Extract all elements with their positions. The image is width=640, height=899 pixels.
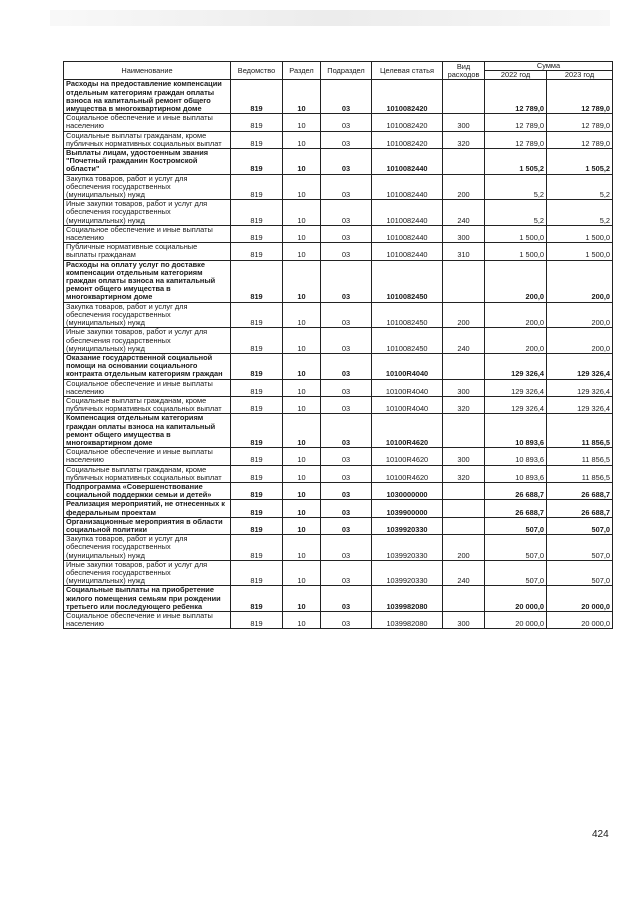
header-2023: 2023 год <box>547 71 613 80</box>
row-razdel: 10 <box>283 448 321 465</box>
row-vedomstvo: 819 <box>231 174 283 200</box>
row-sum-2023: 1 500,0 <box>547 243 613 260</box>
page-number: 424 <box>592 829 609 840</box>
row-name: Организационные мероприятия в области социальной политики <box>64 517 231 534</box>
row-podrazdel: 03 <box>321 302 372 328</box>
row-vid <box>443 414 485 448</box>
row-sum-2023: 26 688,7 <box>547 482 613 499</box>
row-razdel: 10 <box>283 465 321 482</box>
header-2022: 2022 год <box>485 71 547 80</box>
row-razdel: 10 <box>283 560 321 586</box>
row-vid <box>443 500 485 517</box>
header-summa: Сумма <box>485 62 613 71</box>
row-vid: 240 <box>443 200 485 226</box>
row-razdel: 10 <box>283 500 321 517</box>
row-vid: 200 <box>443 302 485 328</box>
row-name: Расходы на предоставление компенсации отдельным категориям граждан оплаты взноса на капитальный ремонт общего имущества в многоквартирном доме <box>64 80 231 114</box>
row-name: Социальное обеспечение и иные выплаты населению <box>64 379 231 396</box>
row-sum-2022: 200,0 <box>485 302 547 328</box>
row-podrazdel: 03 <box>321 243 372 260</box>
row-podrazdel: 03 <box>321 500 372 517</box>
row-vid: 200 <box>443 174 485 200</box>
row-podrazdel: 03 <box>321 379 372 396</box>
row-name: Реализация мероприятий, не отнесенных к федеральным проектам <box>64 500 231 517</box>
table-row <box>64 560 613 586</box>
row-sum-2022: 10 893,6 <box>485 465 547 482</box>
row-razdel: 10 <box>283 612 321 629</box>
row-podrazdel: 03 <box>321 535 372 561</box>
row-sum-2023: 129 326,4 <box>547 379 613 396</box>
row-name: Расходы на оплату услуг по доставке компенсации отдельным категориям граждан оплаты взноса на капитальный ремонт общего имущества в многоквартирном доме <box>64 260 231 302</box>
row-name: Компенсация отдельным категориям граждан оплаты взноса на капитальный ремонт общего имущества в многоквартирном доме <box>64 414 231 448</box>
row-podrazdel: 03 <box>321 174 372 200</box>
row-celevaya: 1010082420 <box>372 131 443 148</box>
row-name: Социальные выплаты гражданам, кроме публичных нормативных социальных выплат <box>64 465 231 482</box>
scan-artifact <box>50 10 610 26</box>
row-razdel: 10 <box>283 149 321 175</box>
row-podrazdel: 03 <box>321 353 372 379</box>
row-razdel: 10 <box>283 586 321 612</box>
row-sum-2022: 507,0 <box>485 517 547 534</box>
row-sum-2022: 5,2 <box>485 174 547 200</box>
row-vedomstvo: 819 <box>231 200 283 226</box>
row-celevaya: 1010082450 <box>372 260 443 302</box>
row-podrazdel: 03 <box>321 448 372 465</box>
table-row <box>64 200 613 226</box>
table-row <box>64 414 613 448</box>
row-razdel: 10 <box>283 328 321 354</box>
table-row <box>64 465 613 482</box>
table-row <box>64 535 613 561</box>
row-razdel: 10 <box>283 517 321 534</box>
row-sum-2023: 200,0 <box>547 302 613 328</box>
row-name: Социальные выплаты на приобретение жилого помещения семьям при рождении третьего или последующего ребенка <box>64 586 231 612</box>
row-podrazdel: 03 <box>321 482 372 499</box>
row-celevaya: 1039920330 <box>372 535 443 561</box>
row-sum-2022: 5,2 <box>485 200 547 226</box>
row-podrazdel: 03 <box>321 414 372 448</box>
budget-table <box>63 61 613 629</box>
row-podrazdel: 03 <box>321 328 372 354</box>
row-vedomstvo: 819 <box>231 414 283 448</box>
row-vid <box>443 80 485 114</box>
row-sum-2022: 26 688,7 <box>485 500 547 517</box>
row-razdel: 10 <box>283 535 321 561</box>
row-celevaya: 1039982080 <box>372 612 443 629</box>
row-celevaya: 10100R4620 <box>372 448 443 465</box>
row-sum-2023: 11 856,5 <box>547 465 613 482</box>
row-vedomstvo: 819 <box>231 260 283 302</box>
row-sum-2022: 200,0 <box>485 260 547 302</box>
row-celevaya: 1039920330 <box>372 517 443 534</box>
table-row <box>64 500 613 517</box>
row-sum-2023: 129 326,4 <box>547 396 613 413</box>
row-celevaya: 1010082440 <box>372 149 443 175</box>
row-celevaya: 1010082440 <box>372 174 443 200</box>
row-podrazdel: 03 <box>321 517 372 534</box>
row-vid: 300 <box>443 379 485 396</box>
row-sum-2022: 129 326,4 <box>485 379 547 396</box>
header-name: Наименование <box>64 62 231 80</box>
row-name: Иные закупки товаров, работ и услуг для обеспечения государственных (муниципальных) нужд <box>64 200 231 226</box>
row-sum-2022: 12 789,0 <box>485 80 547 114</box>
table-row <box>64 517 613 534</box>
row-name: Оказание государственной социальной помощи на основании социального контракта отдельным категориям граждан <box>64 353 231 379</box>
row-name: Социальные выплаты гражданам, кроме публичных нормативных социальных выплат <box>64 131 231 148</box>
row-name: Выплаты лицам, удостоенным звания "Почетный гражданин Костромской области" <box>64 149 231 175</box>
row-celevaya: 1010082450 <box>372 302 443 328</box>
row-vedomstvo: 819 <box>231 379 283 396</box>
row-celevaya: 1010082440 <box>372 200 443 226</box>
row-podrazdel: 03 <box>321 200 372 226</box>
row-name: Социальное обеспечение и иные выплаты населению <box>64 225 231 242</box>
row-celevaya: 10100R4040 <box>372 379 443 396</box>
row-celevaya: 10100R4620 <box>372 465 443 482</box>
row-vid: 300 <box>443 448 485 465</box>
row-sum-2022: 10 893,6 <box>485 448 547 465</box>
table-row <box>64 448 613 465</box>
row-sum-2023: 11 856,5 <box>547 414 613 448</box>
header-celevaya: Целевая статья <box>372 62 443 80</box>
row-name: Закупка товаров, работ и услуг для обеспечения государственных (муниципальных) нужд <box>64 535 231 561</box>
row-razdel: 10 <box>283 260 321 302</box>
row-vedomstvo: 819 <box>231 396 283 413</box>
row-razdel: 10 <box>283 379 321 396</box>
row-sum-2023: 12 789,0 <box>547 114 613 131</box>
row-podrazdel: 03 <box>321 225 372 242</box>
row-podrazdel: 03 <box>321 560 372 586</box>
table-row <box>64 482 613 499</box>
table-row <box>64 260 613 302</box>
row-vedomstvo: 819 <box>231 586 283 612</box>
row-podrazdel: 03 <box>321 260 372 302</box>
row-vid <box>443 482 485 499</box>
table-row <box>64 612 613 629</box>
row-razdel: 10 <box>283 414 321 448</box>
row-vedomstvo: 819 <box>231 80 283 114</box>
row-vid: 240 <box>443 328 485 354</box>
row-sum-2023: 1 500,0 <box>547 225 613 242</box>
row-razdel: 10 <box>283 131 321 148</box>
row-vid: 240 <box>443 560 485 586</box>
row-razdel: 10 <box>283 200 321 226</box>
table-row <box>64 379 613 396</box>
row-name: Иные закупки товаров, работ и услуг для обеспечения государственных (муниципальных) нужд <box>64 560 231 586</box>
row-razdel: 10 <box>283 353 321 379</box>
row-vedomstvo: 819 <box>231 114 283 131</box>
row-sum-2022: 129 326,4 <box>485 353 547 379</box>
row-razdel: 10 <box>283 302 321 328</box>
row-sum-2022: 200,0 <box>485 328 547 354</box>
row-razdel: 10 <box>283 482 321 499</box>
row-celevaya: 1039920330 <box>372 560 443 586</box>
table-row <box>64 225 613 242</box>
row-sum-2022: 12 789,0 <box>485 131 547 148</box>
row-celevaya: 1010082420 <box>372 80 443 114</box>
row-vedomstvo: 819 <box>231 225 283 242</box>
row-celevaya: 10100R4040 <box>372 396 443 413</box>
row-name: Социальные выплаты гражданам, кроме публичных нормативных социальных выплат <box>64 396 231 413</box>
row-sum-2022: 26 688,7 <box>485 482 547 499</box>
table-row <box>64 328 613 354</box>
row-name: Подпрограмма «Совершенствование социальной поддержки семьи и детей» <box>64 482 231 499</box>
row-razdel: 10 <box>283 174 321 200</box>
row-vedomstvo: 819 <box>231 517 283 534</box>
header-podrazdel: Подраздел <box>321 62 372 80</box>
row-name: Социальное обеспечение и иные выплаты населению <box>64 612 231 629</box>
row-vedomstvo: 819 <box>231 500 283 517</box>
row-razdel: 10 <box>283 80 321 114</box>
row-vid: 320 <box>443 131 485 148</box>
row-sum-2023: 5,2 <box>547 174 613 200</box>
row-sum-2023: 11 856,5 <box>547 448 613 465</box>
table-row <box>64 302 613 328</box>
table-row <box>64 114 613 131</box>
row-vid: 310 <box>443 243 485 260</box>
row-podrazdel: 03 <box>321 149 372 175</box>
row-vedomstvo: 819 <box>231 560 283 586</box>
row-name: Закупка товаров, работ и услуг для обеспечения государственных (муниципальных) нужд <box>64 302 231 328</box>
row-sum-2023: 507,0 <box>547 560 613 586</box>
row-celevaya: 1039900000 <box>372 500 443 517</box>
table-row <box>64 131 613 148</box>
row-vid: 300 <box>443 225 485 242</box>
row-sum-2023: 1 505,2 <box>547 149 613 175</box>
row-vid <box>443 353 485 379</box>
row-sum-2023: 12 789,0 <box>547 131 613 148</box>
header-vedomstvo: Ведомство <box>231 62 283 80</box>
row-podrazdel: 03 <box>321 131 372 148</box>
row-podrazdel: 03 <box>321 396 372 413</box>
row-celevaya: 1010082450 <box>372 328 443 354</box>
row-vedomstvo: 819 <box>231 353 283 379</box>
row-vedomstvo: 819 <box>231 535 283 561</box>
row-celevaya: 1010082440 <box>372 243 443 260</box>
row-vedomstvo: 819 <box>231 448 283 465</box>
row-podrazdel: 03 <box>321 114 372 131</box>
row-vid: 320 <box>443 465 485 482</box>
row-sum-2022: 12 789,0 <box>485 114 547 131</box>
row-vedomstvo: 819 <box>231 465 283 482</box>
row-vedomstvo: 819 <box>231 131 283 148</box>
row-vid: 300 <box>443 114 485 131</box>
row-celevaya: 10100R4040 <box>372 353 443 379</box>
row-sum-2023: 507,0 <box>547 517 613 534</box>
header-vid: Вид расходов <box>443 62 485 80</box>
row-name: Публичные нормативные социальные выплаты гражданам <box>64 243 231 260</box>
row-sum-2023: 12 789,0 <box>547 80 613 114</box>
row-vid <box>443 586 485 612</box>
row-sum-2022: 1 500,0 <box>485 225 547 242</box>
row-sum-2023: 507,0 <box>547 535 613 561</box>
row-celevaya: 10100R4620 <box>372 414 443 448</box>
row-name: Закупка товаров, работ и услуг для обеспечения государственных (муниципальных) нужд <box>64 174 231 200</box>
row-sum-2023: 5,2 <box>547 200 613 226</box>
row-sum-2023: 200,0 <box>547 260 613 302</box>
row-sum-2022: 10 893,6 <box>485 414 547 448</box>
header-razdel: Раздел <box>283 62 321 80</box>
row-vid: 200 <box>443 535 485 561</box>
row-vid: 300 <box>443 612 485 629</box>
row-sum-2022: 20 000,0 <box>485 586 547 612</box>
row-razdel: 10 <box>283 225 321 242</box>
row-vedomstvo: 819 <box>231 328 283 354</box>
row-podrazdel: 03 <box>321 612 372 629</box>
row-sum-2023: 20 000,0 <box>547 612 613 629</box>
row-podrazdel: 03 <box>321 80 372 114</box>
row-razdel: 10 <box>283 243 321 260</box>
table-row <box>64 243 613 260</box>
row-vedomstvo: 819 <box>231 149 283 175</box>
row-vedomstvo: 819 <box>231 612 283 629</box>
table-row <box>64 80 613 114</box>
row-sum-2022: 1 505,2 <box>485 149 547 175</box>
row-sum-2022: 1 500,0 <box>485 243 547 260</box>
table-row <box>64 353 613 379</box>
row-vid <box>443 260 485 302</box>
row-sum-2022: 20 000,0 <box>485 612 547 629</box>
row-sum-2022: 507,0 <box>485 535 547 561</box>
row-name: Иные закупки товаров, работ и услуг для обеспечения государственных (муниципальных) нужд <box>64 328 231 354</box>
row-sum-2023: 200,0 <box>547 328 613 354</box>
row-vid: 320 <box>443 396 485 413</box>
table-row <box>64 396 613 413</box>
row-vid <box>443 517 485 534</box>
row-celevaya: 1030000000 <box>372 482 443 499</box>
row-razdel: 10 <box>283 114 321 131</box>
row-vedomstvo: 819 <box>231 243 283 260</box>
row-sum-2023: 129 326,4 <box>547 353 613 379</box>
row-vid <box>443 149 485 175</box>
table-row <box>64 586 613 612</box>
row-sum-2022: 507,0 <box>485 560 547 586</box>
row-sum-2023: 26 688,7 <box>547 500 613 517</box>
table-row <box>64 149 613 175</box>
table-body <box>64 80 613 629</box>
row-podrazdel: 03 <box>321 586 372 612</box>
row-celevaya: 1010082440 <box>372 225 443 242</box>
row-podrazdel: 03 <box>321 465 372 482</box>
row-name: Социальное обеспечение и иные выплаты населению <box>64 114 231 131</box>
row-razdel: 10 <box>283 396 321 413</box>
table-row <box>64 174 613 200</box>
row-vedomstvo: 819 <box>231 302 283 328</box>
row-name: Социальное обеспечение и иные выплаты населению <box>64 448 231 465</box>
row-sum-2023: 20 000,0 <box>547 586 613 612</box>
row-celevaya: 1039982080 <box>372 586 443 612</box>
row-vedomstvo: 819 <box>231 482 283 499</box>
row-celevaya: 1010082420 <box>372 114 443 131</box>
row-sum-2022: 129 326,4 <box>485 396 547 413</box>
